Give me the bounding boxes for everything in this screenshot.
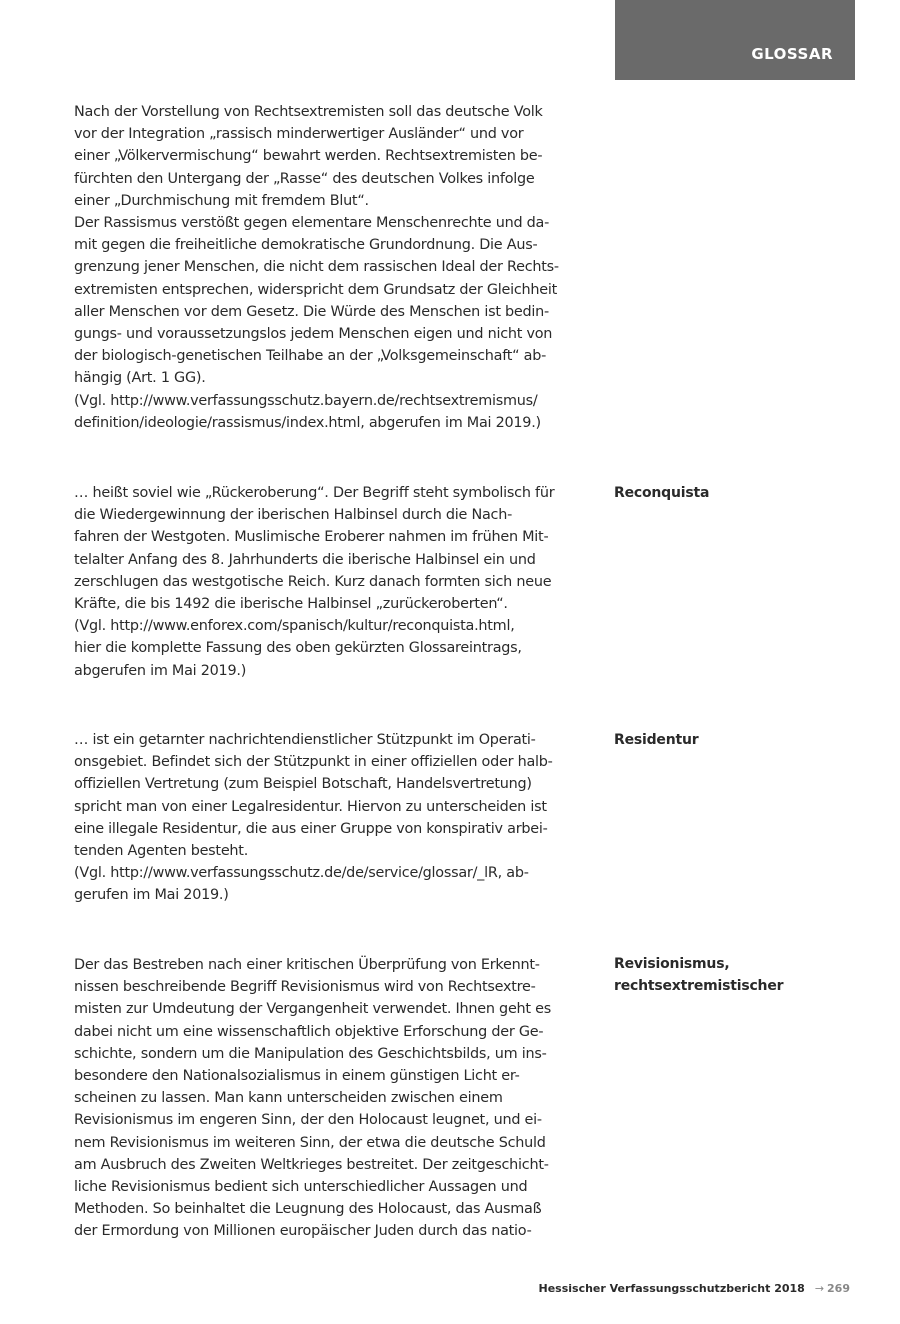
- section-header-label: GLOSSAR: [751, 45, 833, 63]
- entry-text: … heißt soviel wie „Rückeroberung“. Der Begriff steht symbolisch für die Wiedergewinnung der iberischen Halbinsel durch die Nach- fahren der Westgoten. Muslimische Eroberer nahmen im frühen Mit- telalter Anfang des 8. Jahrhunderts die iberische Halbinsel ein und zerschlugen das westgotische Reich. Kurz danach formten sich neue Kräfte, die bis 1492 die iberische Halbinsel „zurückeroberten“. (Vgl. http://www.enforex.com/spanisch/kultur/reconquista.html, hier die komplette Fassung des oben gekürzten Glossareintrags, abgerufen im Mai 2019.): [74, 485, 555, 679]
- glossary-entry-rassismus: [74, 101, 588, 434]
- entry-text: … ist ein getarnter nachrichtendienstlicher Stützpunkt im Operati- onsgebiet. Befindet sich der Stützpunkt in einer offiziellen oder halb- offiziellen Vertretung (zum Beispiel Botschaft, Handelsvertretung) spricht man von einer Legalresidentur. Hiervon zu unterscheiden ist eine illegale Residentur, die aus einer Gruppe von konspirativ arbei- tenden Agenten besteht. (Vgl. http://www.verfassungsschutz.de/de/service/glossar/_lR, ab- gerufen im Mai 2019.): [74, 732, 553, 904]
- entry-text: Der das Bestreben nach einer kritischen Überprüfung von Erkennt- nissen beschreibende Begriff Revisionismus wird von Rechtsextre- misten zur Umdeutung der Vergangenheit verwendet. Ihnen geht es dabei nicht um eine wissenschaftlich objektive Erforschung der Ge- schichte, sondern um die Manipulation des Geschichtsbilds, um ins- besondere den Nationalsozialismus in einem günstigen Licht er- scheinen zu lassen. Man kann unterscheiden zwischen einem Revisionismus im engeren Sinn, der den Holocaust leugnet, und ei- nem Revisionismus im weiteren Sinn, der etwa die deutsche Schuld am Ausbruch des Zweiten Weltkrieges bestreitet. Der zeitgeschicht- liche Revisionismus bedient sich unterschiedlicher Aussagen und Methoden. So beinhaltet die Leugnung des Holocaust, das Ausmaß der Ermordung von Millionen europäischer Juden durch das natio-: [74, 957, 551, 1240]
- glossary-entry-revisionismus: [74, 954, 588, 1243]
- page-number: 269: [827, 1282, 850, 1295]
- glossary-entry-residentur: [74, 729, 588, 907]
- entry-text: Nach der Vorstellung von Rechtsextremisten soll das deutsche Volk vor der Integration „rassisch minderwertiger Ausländer“ und vor einer „Völkervermischung“ bewahrt werden. Rechtsextremisten be- fürchten den Untergang der „Rasse“ des deutschen Volkes infolge einer „Durchmischung mit fremdem Blut“. Der Rassismus verstößt gegen elementare Menschenrechte und da- mit gegen die freiheitliche demokratische Grundordnung. Die Aus- grenzung jener Menschen, die nicht dem rassischen Ideal der Rechts- extremisten entsprechen, widerspricht dem Grundsatz der Gleichheit aller Menschen vor dem Gesetz. Die Würde des Menschen ist bedin- gungs- und voraussetzungslos jedem Menschen eigen und nicht von der biologisch-genetischen Teilhabe an der „Volksgemeinschaft“ ab- hängig (Art. 1 GG). (Vgl. http://www.verfassungsschutz.bayern.de/rechtsextremismus/ definition/ideologie/rassismus/index.html, abgerufen im Mai 2019.): [74, 104, 559, 431]
- section-header-box: [615, 0, 855, 80]
- footer-title: Hessischer Verfassungsschutzbericht 2018: [538, 1282, 805, 1295]
- glossary-entry-reconquista: [74, 482, 588, 682]
- glossary-term-revisionismus: Revisionismus, rechtsextremistischer: [614, 956, 784, 994]
- arrow-right-icon: →: [814, 1282, 825, 1295]
- page-footer: [539, 1282, 851, 1295]
- glossary-term-reconquista: Reconquista: [614, 485, 710, 501]
- glossary-term-residentur: Residentur: [614, 732, 699, 748]
